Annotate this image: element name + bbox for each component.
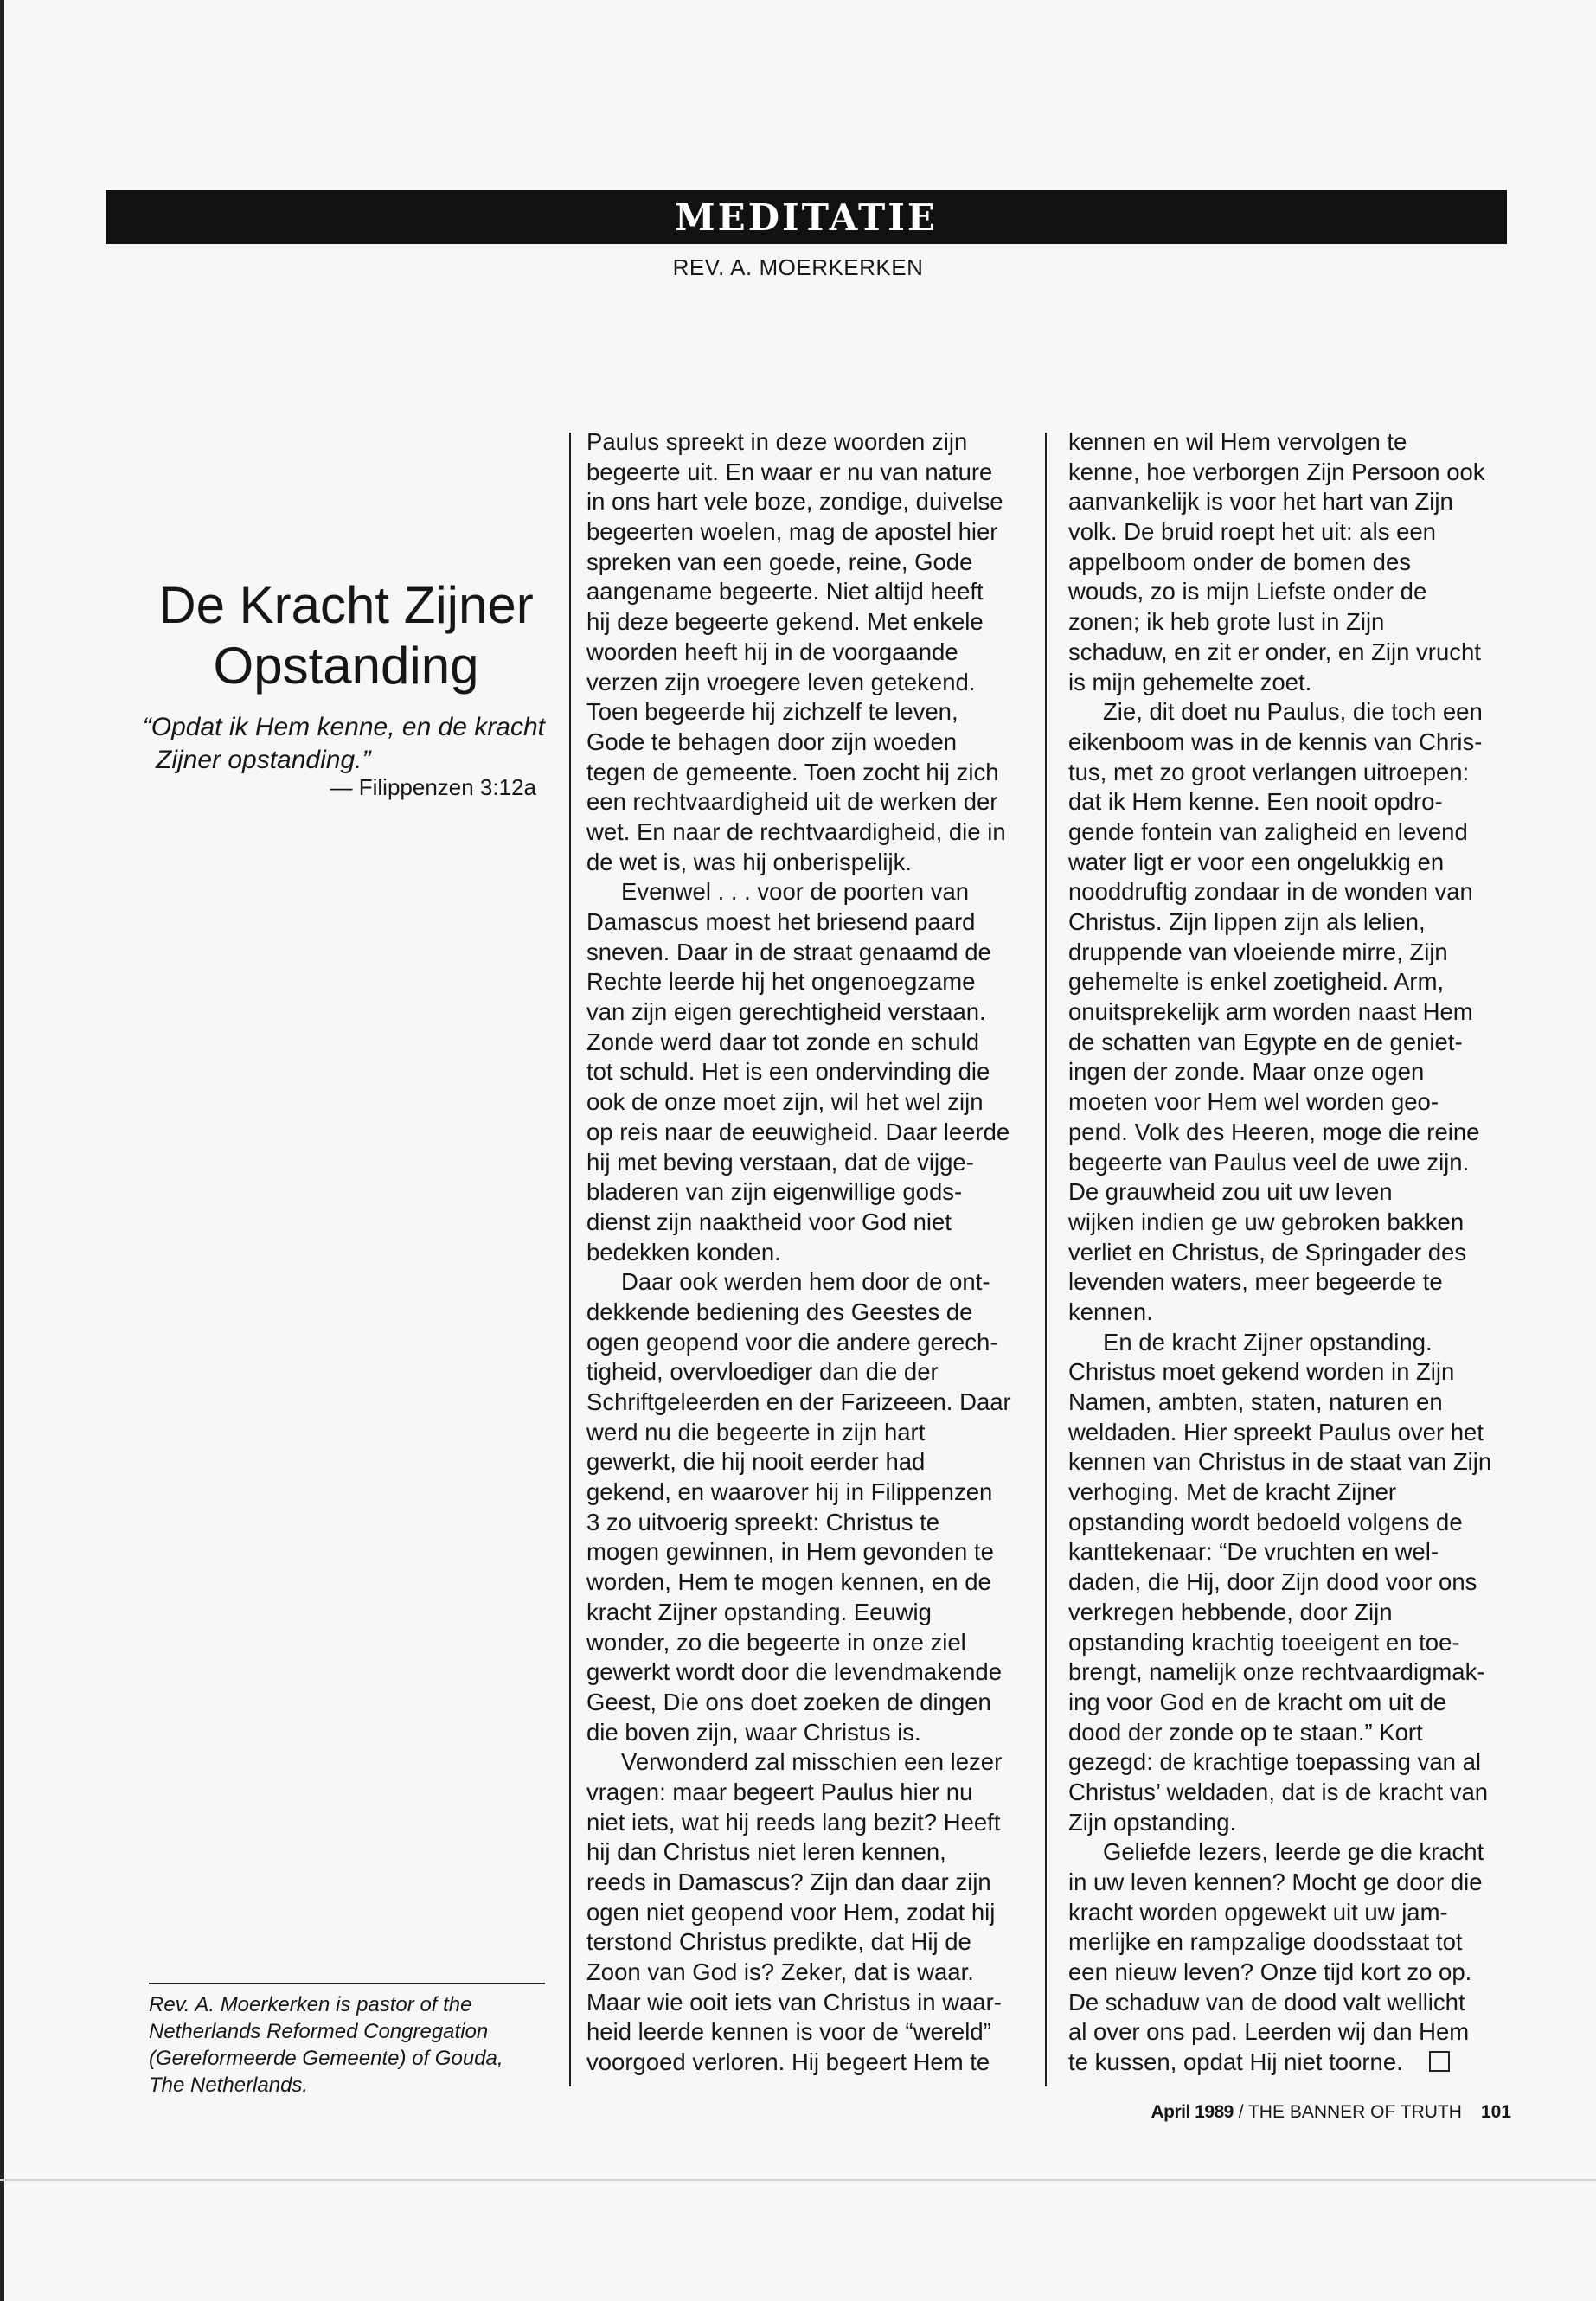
body-text-line (586, 1148, 1011, 1178)
line-text: Paulus spreekt in deze woorden zijn (586, 428, 968, 455)
line-text: de schatten van Egypte en de geniet- (1068, 1028, 1463, 1055)
body-text-line (586, 607, 1011, 638)
line-text: Geliefde lezers, leerde ge die kracht (1103, 1838, 1484, 1866)
body-text-line (1068, 938, 1491, 968)
body-text-line (586, 1267, 1011, 1298)
line-text: gewerkt wordt door die levendmakende (586, 1658, 1003, 1686)
line-text: Toen begeerde hij zichzelf te leven, (586, 698, 958, 726)
quote-line: “Opdat ik Hem kenne, en de kracht (142, 713, 545, 741)
body-text-line (586, 1837, 1011, 1868)
body-text-line (1068, 2017, 1491, 2048)
line-text: tus, met zo groot verlangen uitroepen: (1068, 758, 1470, 785)
column-divider (569, 433, 571, 2086)
line-text: wet. En naar de rechtvaardigheid, die in (586, 817, 1006, 845)
body-text-line (1068, 1057, 1491, 1087)
body-text-line (586, 938, 1011, 968)
author-byline: REV. A. MOERKERKEN (672, 254, 924, 280)
body-text-line (1068, 607, 1491, 638)
line-text: voorgoed verloren. Hij begeert Hem te (586, 2048, 990, 2076)
bio-line: Rev. A. Moerkerken is pastor of the (149, 1993, 472, 2016)
body-text-line (1068, 848, 1491, 878)
body-text-line (1068, 548, 1491, 578)
line-text: Gode te behagen door zijn woeden (586, 727, 958, 755)
body-text-line (586, 1808, 1011, 1838)
line-text: heid leerde kennen is voor de “wereld” (586, 2018, 991, 2046)
body-text-line (1068, 577, 1491, 607)
quote-line: Zijner opstanding.” (156, 746, 371, 774)
body-text-line (586, 1718, 1011, 1748)
scripture-reference: — Filippenzen 3:12a (330, 774, 536, 800)
line-text: water ligt er voor een ongelukkig en (1068, 848, 1445, 875)
bio-divider (149, 1983, 545, 1984)
issue-date: April 1989 (1151, 2102, 1234, 2122)
line-text: gende fontein van zaligheid en levend (1068, 817, 1468, 845)
body-text-line (1068, 517, 1491, 548)
body-text-line (1068, 1837, 1491, 1868)
body-text-line (586, 1628, 1011, 1658)
line-text: Christus’ weldaden, dat is de kracht van (1068, 1778, 1489, 1805)
line-text: ingen der zonde. Maar onze ogen (1068, 1058, 1425, 1086)
body-text-line (586, 817, 1011, 848)
line-text: kennen van Christus in de staat van Zijn (1068, 1448, 1492, 1476)
line-text: aanvankelijk is voor het hart van Zijn (1068, 488, 1453, 516)
body-text-line (1068, 1328, 1491, 1358)
body-text-line (586, 1388, 1011, 1418)
line-text: wouds, zo is mijn Liefste onder de (1068, 578, 1427, 606)
body-text-line (1068, 1267, 1491, 1298)
line-text: aangename begeerte. Niet altijd heeft (586, 578, 984, 606)
line-text: druppende van vloeiende mirre, Zijn (1068, 938, 1448, 965)
line-text: wijken indien ge uw gebroken bakken (1068, 1208, 1465, 1235)
page-edge (0, 0, 4, 2301)
line-text: mogen gewinnen, in Hem gevonden te (586, 1538, 994, 1566)
body-text-line (586, 1598, 1011, 1628)
line-text: hij met beving verstaan, dat de vijge- (586, 1148, 974, 1176)
author-bio (149, 1991, 555, 2099)
line-text: onuitsprekelijk arm worden naast Hem (1068, 998, 1473, 1026)
body-text-line (1068, 1028, 1491, 1058)
body-text-line (1068, 1418, 1491, 1448)
page-footer (1151, 2102, 1511, 2123)
line-text: verliet en Christus, de Springader des (1068, 1238, 1467, 1266)
body-text-line (1068, 1868, 1491, 1898)
line-text: vragen: maar begeert Paulus hier nu (586, 1778, 973, 1805)
line-text: gekend, en waarover hij in Filippenzen (586, 1478, 993, 1506)
body-text-line (1068, 1087, 1491, 1118)
line-text: 3 zo uitvoerig spreekt: Christus te (586, 1508, 940, 1535)
line-text: tegen de gemeente. Toen zocht hij zich (586, 758, 999, 785)
body-text-line (586, 1508, 1011, 1538)
line-text: ogen geopend voor die andere gerech- (586, 1328, 998, 1356)
line-text: verhoging. Met de kracht Zijner (1068, 1478, 1397, 1506)
body-text-line (1068, 877, 1491, 907)
body-text-line (586, 2017, 1011, 2048)
end-mark-square-icon (1429, 2051, 1450, 2072)
body-text-line (586, 1898, 1011, 1928)
line-text: opstanding krachtig toeeigent en toe- (1068, 1628, 1460, 1656)
line-text: ing voor God en de kracht om uit de (1068, 1688, 1447, 1715)
line-text: Zonde werd daar tot zonde en schuld (586, 1028, 980, 1055)
line-text: kennen en wil Hem vervolgen te (1068, 428, 1407, 455)
line-text: Christus moet gekend worden in Zijn (1068, 1358, 1455, 1386)
article-title (138, 575, 554, 696)
line-text: te kussen, opdat Hij niet toorne. (1068, 2048, 1403, 2076)
line-text: Evenwel . . . voor de poorten van (621, 878, 970, 906)
line-text: van zijn eigen gerechtigheid verstaan. (586, 998, 986, 1026)
body-text-line (1068, 668, 1491, 698)
line-text: begeerten woelen, mag de apostel hier (586, 518, 998, 546)
line-text: Zie, dit doet nu Paulus, die toch een (1103, 698, 1483, 726)
publication-name: THE BANNER OF TRUTH (1247, 2102, 1462, 2122)
line-text: Schriftgeleerden en der Farizeeen. Daar (586, 1388, 1011, 1415)
line-text: sneven. Daar in de straat genaamd de (586, 938, 991, 965)
body-text-line (586, 997, 1011, 1028)
body-text-line (586, 758, 1011, 788)
line-text: kracht Zijner opstanding. Eeuwig (586, 1598, 932, 1625)
body-text-line (1068, 2048, 1491, 2078)
body-text-line (1068, 1778, 1491, 1808)
body-text-line (586, 1657, 1011, 1688)
body-text-line (586, 487, 1011, 517)
body-text-line (1068, 1177, 1491, 1208)
body-text-line (1068, 1927, 1491, 1958)
body-text-line (586, 1868, 1011, 1898)
body-text-line (1068, 458, 1491, 488)
body-text-line (1068, 427, 1491, 458)
line-text: appelboom onder de bomen des (1068, 548, 1411, 575)
line-text: in ons hart vele boze, zondige, duivelse (586, 488, 1003, 516)
line-text: kracht worden opgewekt uit uw jam- (1068, 1898, 1448, 1926)
line-text: De schaduw van de dood valt wellicht (1068, 1988, 1465, 2016)
body-text-line (586, 1958, 1011, 1988)
body-text-line (1068, 1628, 1491, 1658)
body-column-middle (586, 427, 1011, 2078)
body-text-line (1068, 1447, 1491, 1477)
line-text: Daar ook werden hem door de ont- (621, 1268, 990, 1296)
line-text: schaduw, en zit er onder, en Zijn vrucht (1068, 638, 1481, 665)
body-text-line (586, 848, 1011, 878)
body-text-line (1068, 727, 1491, 758)
body-text-line (586, 1567, 1011, 1598)
body-text-line (1068, 1598, 1491, 1628)
line-text: wonder, zo die begeerte in onze ziel (586, 1628, 966, 1656)
body-text-line (1068, 1208, 1491, 1238)
line-text: gezegd: de krachtige toepassing van al (1068, 1748, 1481, 1776)
body-text-line (586, 967, 1011, 997)
body-text-line (586, 1778, 1011, 1808)
line-text: een rechtvaardigheid uit de werken der (586, 788, 998, 816)
body-text-line (1068, 1537, 1491, 1567)
line-text: dood der zonde op te staan.” Kort (1068, 1718, 1423, 1746)
body-text-line (1068, 1747, 1491, 1778)
section-banner: MEDITATIE (106, 190, 1507, 244)
body-text-line (1068, 1388, 1491, 1418)
body-text-line (586, 1537, 1011, 1567)
line-text: Zijn opstanding. (1068, 1808, 1237, 1836)
line-text: daden, die Hij, door Zijn dood voor ons (1068, 1568, 1477, 1596)
body-text-line (586, 1747, 1011, 1778)
line-text: begeerte uit. En waar er nu van nature (586, 458, 993, 485)
body-text-line (1068, 817, 1491, 848)
body-text-line (1068, 967, 1491, 997)
line-text: zonen; ik heb grote lust in Zijn (1068, 608, 1385, 636)
line-text: hij deze begeerte gekend. Met enkele (586, 608, 984, 636)
line-text: ook de onze moet zijn, wil het wel zijn (586, 1088, 984, 1116)
line-text: tot schuld. Het is een ondervinding die (586, 1058, 990, 1086)
line-text: terstond Christus predikte, dat Hij de (586, 1928, 971, 1956)
body-text-line (586, 427, 1011, 458)
line-text: opstanding wordt bedoeld volgens de (1068, 1508, 1463, 1535)
body-text-line (1068, 1477, 1491, 1508)
body-text-line (1068, 1118, 1491, 1148)
body-text-line (586, 1328, 1011, 1358)
line-text: bladeren van zijn eigenwillige gods- (586, 1178, 963, 1206)
line-text: weldaden. Hier spreekt Paulus over het (1068, 1418, 1484, 1445)
body-text-line (1068, 1298, 1491, 1328)
line-text: Maar wie ooit iets van Christus in waar- (586, 1988, 1002, 2016)
line-text: niet iets, wat hij reeds lang bezit? Heeft (586, 1808, 1001, 1836)
bio-line: Netherlands Reformed Congregation (149, 2020, 489, 2043)
line-text: Christus. Zijn lippen zijn als lelien, (1068, 908, 1426, 935)
body-text-line (586, 907, 1011, 938)
line-text: in uw leven kennen? Mocht ge door die (1068, 1868, 1483, 1895)
body-text-line (1068, 997, 1491, 1028)
body-text-line (1068, 907, 1491, 938)
body-text-line (586, 1208, 1011, 1238)
line-text: dat ik Hem kenne. Een nooit opdro- (1068, 788, 1443, 816)
title-line: De Kracht Zijner (158, 576, 534, 634)
body-text-line (586, 1477, 1011, 1508)
body-text-line (586, 727, 1011, 758)
body-text-line (586, 697, 1011, 727)
footer-separator: / (1233, 2102, 1248, 2122)
body-text-line (586, 1447, 1011, 1477)
line-text: De grauwheid zou uit uw leven (1068, 1178, 1393, 1206)
body-text-line (1068, 697, 1491, 727)
line-text: Zoon van God is? Zeker, dat is waar. (586, 1958, 974, 1986)
line-text: worden, Hem te mogen kennen, en de (586, 1568, 991, 1596)
body-text-line (586, 1298, 1011, 1328)
body-text-line (586, 1357, 1011, 1388)
line-text: tigheid, overvloediger dan die der (586, 1358, 939, 1386)
line-text: gewerkt, die hij nooit eerder had (586, 1448, 926, 1476)
line-text: gehemelte is enkel zoetigheid. Arm, (1068, 968, 1445, 996)
line-text: kanttekenaar: “De vruchten en wel- (1068, 1538, 1439, 1566)
line-text: woorden heeft hij in de voorgaande (586, 638, 958, 665)
body-text-line (586, 1418, 1011, 1448)
line-text: merlijke en rampzalige doodsstaat tot (1068, 1928, 1463, 1956)
body-text-line (1068, 1357, 1491, 1388)
line-text: dekkende bediening des Geestes de (586, 1298, 973, 1325)
body-text-line (586, 577, 1011, 607)
body-text-line (586, 458, 1011, 488)
body-text-line (586, 1177, 1011, 1208)
line-text: ogen niet geopend voor Hem, zodat hij (586, 1898, 996, 1926)
body-text-line (1068, 1958, 1491, 1988)
bio-line: The Netherlands. (149, 2073, 309, 2097)
line-text: is mijn gehemelte zoet. (1068, 668, 1312, 695)
page-bottom-edge (0, 2179, 1596, 2181)
body-text-line (586, 1087, 1011, 1118)
line-text: levenden waters, meer begeerde te (1068, 1268, 1443, 1296)
body-text-line (586, 517, 1011, 548)
body-text-line (586, 877, 1011, 907)
line-text: werd nu die begeerte in zijn hart (586, 1418, 926, 1445)
body-text-line (586, 1927, 1011, 1958)
line-text: Rechte leerde hij het ongenoegzame (586, 968, 976, 996)
line-text: spreken van een goede, reine, Gode (586, 548, 973, 575)
scripture-quote (138, 711, 545, 777)
line-text: Geest, Die ons doet zoeken de dingen (586, 1688, 991, 1715)
body-text-line (586, 668, 1011, 698)
body-text-line (1068, 1688, 1491, 1718)
line-text: volk. De bruid roept het uit: als een (1068, 518, 1436, 546)
line-text: moeten voor Hem wel worden geo- (1068, 1088, 1439, 1116)
line-text: die boven zijn, waar Christus is. (586, 1718, 921, 1746)
line-text: een nieuw leven? Onze tijd kort zo op. (1068, 1958, 1472, 1986)
line-text: reeds in Damascus? Zijn dan daar zijn (586, 1868, 991, 1895)
line-text: brengt, namelijk onze rechtvaardigmak- (1068, 1658, 1485, 1686)
body-text-line (586, 1057, 1011, 1087)
body-text-line (1068, 1508, 1491, 1538)
page-number: 101 (1480, 2102, 1511, 2122)
line-text: hij dan Christus niet leren kennen, (586, 1838, 946, 1866)
body-text-line (1068, 1988, 1491, 2018)
body-text-line (586, 548, 1011, 578)
body-text-line (586, 1688, 1011, 1718)
line-text: Namen, ambten, staten, naturen en (1068, 1388, 1443, 1415)
line-text: verzen zijn vroegere leven getekend. (586, 668, 976, 695)
body-text-line (1068, 487, 1491, 517)
line-text: Damascus moest het briesend paard (586, 908, 976, 935)
line-text: kennen. (1068, 1298, 1153, 1325)
body-text-line (1068, 787, 1491, 817)
column-divider (1045, 433, 1047, 2086)
line-text: begeerte van Paulus veel de uwe zijn. (1068, 1148, 1470, 1176)
line-text: dienst zijn naaktheid voor God niet (586, 1208, 952, 1235)
body-text-line (586, 2048, 1011, 2078)
body-text-line (1068, 1808, 1491, 1838)
body-text-line (1068, 1567, 1491, 1598)
line-text: eikenboom was in de kennis van Chris- (1068, 727, 1483, 755)
body-text-line (586, 1238, 1011, 1268)
line-text: al over ons pad. Leerden wij dan Hem (1068, 2018, 1470, 2046)
body-text-line (586, 1988, 1011, 2018)
body-text-line (1068, 638, 1491, 668)
body-column-right (1068, 427, 1491, 2078)
body-text-line (586, 787, 1011, 817)
body-text-line (1068, 758, 1491, 788)
body-text-line (586, 1118, 1011, 1148)
line-text: En de kracht Zijner opstanding. (1103, 1328, 1433, 1356)
line-text: op reis naar de eeuwigheid. Daar leerde (586, 1118, 1010, 1145)
line-text: Verwonderd zal misschien een lezer (621, 1748, 1003, 1776)
line-text: bedekken konden. (586, 1238, 781, 1266)
body-text-line (586, 1028, 1011, 1058)
body-text-line (1068, 1657, 1491, 1688)
body-text-line (1068, 1148, 1491, 1178)
body-text-line (1068, 1718, 1491, 1748)
body-text-line (1068, 1238, 1491, 1268)
line-text: nooddruftig zondaar in de wonden van (1068, 878, 1473, 906)
body-text-line (586, 638, 1011, 668)
body-text-line (1068, 1898, 1491, 1928)
title-line: Opstanding (213, 637, 479, 695)
line-text: kenne, hoe verborgen Zijn Persoon ook (1068, 458, 1485, 485)
line-text: de wet is, was hij onberispelijk. (586, 848, 913, 875)
bio-line: (Gereformeerde Gemeente) of Gouda, (149, 2047, 503, 2070)
line-text: verkregen hebbende, door Zijn (1068, 1598, 1393, 1625)
line-text: pend. Volk des Heeren, moge die reine (1068, 1118, 1480, 1145)
